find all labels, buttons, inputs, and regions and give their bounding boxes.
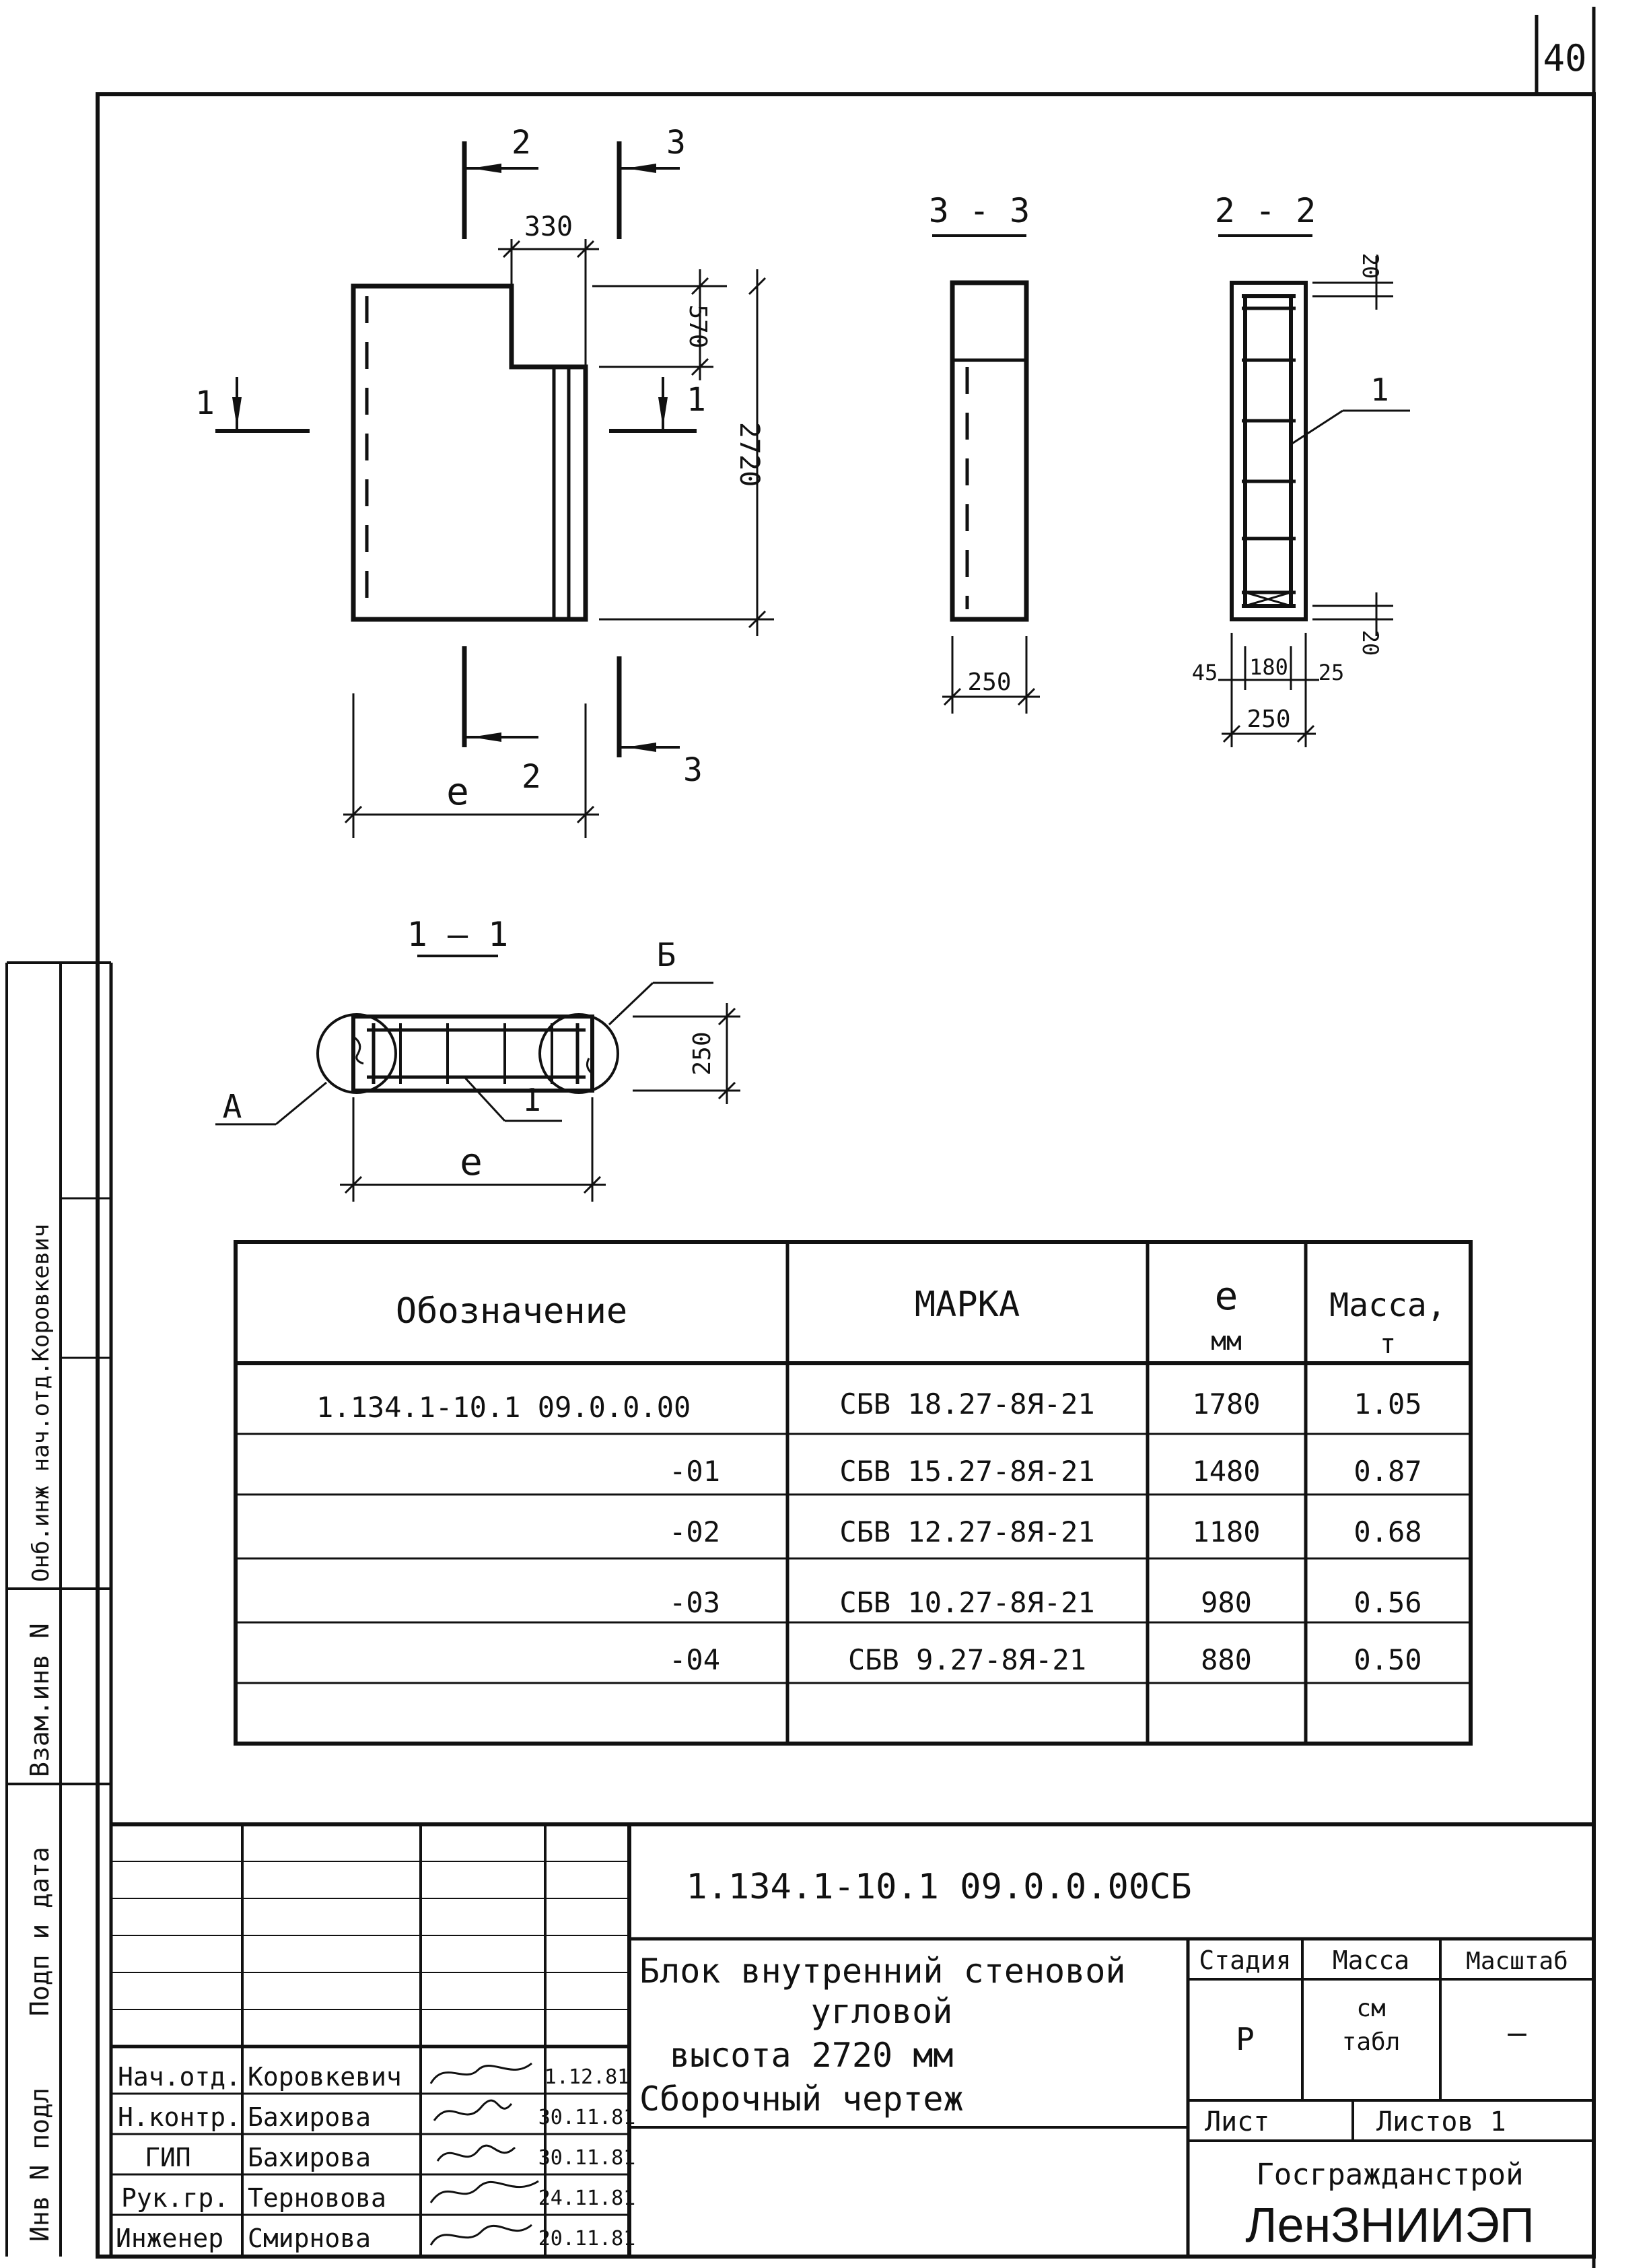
section-3-3	[929, 191, 1040, 714]
section-1-1	[215, 915, 740, 1202]
side-stamp-inv-n: Инв N подл	[25, 2088, 55, 2242]
section-2-2-d-right: 25	[1318, 660, 1345, 685]
section-2-2-width: 250	[1246, 706, 1291, 733]
row-mass: 0.50	[1354, 1643, 1422, 1676]
side-stamp-signature-date: Подп и дата	[25, 1847, 55, 2016]
date: 30.11.81	[538, 2106, 636, 2129]
row-ell: 880	[1201, 1643, 1252, 1676]
row-mark: СБВ 10.27-8Я-21	[839, 1586, 1095, 1619]
section-2-2-title: 2 - 2	[1214, 191, 1316, 230]
section-1-1-title: 1 — 1	[407, 915, 509, 954]
row-mass: 1.05	[1354, 1387, 1422, 1420]
row-mark: СБВ 9.27-8Я-21	[847, 1643, 1087, 1676]
signature-row	[116, 2224, 635, 2253]
cut-3-label-bottom: 3	[683, 751, 703, 789]
section-1-1-leader: 1	[522, 1082, 541, 1118]
name: Терновова	[248, 2183, 386, 2213]
mass-label: Масса	[1332, 1946, 1410, 1975]
spec-header-mark: МАРКА	[914, 1284, 1020, 1325]
role: Нач.отд.	[118, 2062, 242, 2092]
signature-row	[121, 2181, 635, 2213]
row-designation: -03	[669, 1586, 720, 1619]
signature	[434, 2100, 512, 2121]
scale-label: Масштаб	[1466, 1948, 1568, 1975]
doc-code: 1.134.1-10.1 09.0.0.00СБ	[686, 1867, 1192, 1907]
cut-1-label-right: 1	[687, 381, 706, 419]
role: Рук.гр.	[121, 2183, 230, 2213]
row-mass: 0.56	[1354, 1586, 1422, 1619]
name: Бахирова	[248, 2102, 372, 2132]
side-stamp	[7, 963, 111, 2257]
date: 20.11.81	[538, 2227, 636, 2250]
row-mass: 0.87	[1354, 1455, 1422, 1488]
table-row	[669, 1586, 1421, 1619]
section-2-2	[1192, 191, 1410, 747]
section-1-1-thickness: 250	[689, 1031, 716, 1076]
table-row	[669, 1643, 1421, 1676]
name: Бахирова	[248, 2143, 372, 2172]
section-2-2-d-mid: 180	[1249, 654, 1288, 680]
cut-2-label-top: 2	[512, 124, 531, 162]
dim-ell-plan: e	[460, 1140, 483, 1184]
elevation-view	[195, 124, 774, 838]
row-mass: 0.68	[1354, 1515, 1422, 1548]
title-line-2: угловой	[810, 1992, 953, 2031]
signature-row	[118, 2062, 629, 2092]
cut-3-label-top: 3	[666, 124, 686, 162]
name: Смирнова	[248, 2224, 372, 2253]
date: 30.11.81	[538, 2146, 636, 2170]
spec-header-designation: Обозначение	[395, 1291, 628, 1332]
dim-height: 2720	[734, 421, 765, 487]
title-line-4: Сборочный чертеж	[639, 2080, 964, 2119]
row-designation: -01	[669, 1455, 720, 1488]
signature	[437, 2145, 515, 2161]
table-row	[669, 1515, 1421, 1548]
row-ell: 1780	[1192, 1387, 1261, 1420]
callout-a: А	[222, 1088, 242, 1126]
signature-row	[118, 2100, 635, 2132]
row-mark: СБВ 12.27-8Я-21	[839, 1515, 1095, 1548]
title-block	[111, 1824, 1594, 2257]
spec-header-mass-unit: т	[1379, 1329, 1397, 1360]
row-mark: СБВ 15.27-8Я-21	[839, 1455, 1095, 1488]
section-3-3-title: 3 - 3	[928, 191, 1030, 230]
side-stamp-replace-inv: Взам.инв N	[25, 1623, 55, 1777]
side-stamp-dept: Онб.инж нач.отд.Коровкевич	[28, 1223, 55, 1582]
sheets-label: Листов 1	[1376, 2106, 1506, 2137]
row-ell: 1180	[1192, 1515, 1261, 1548]
role: Инженер	[116, 2224, 224, 2253]
stage-value: Р	[1236, 2021, 1255, 2057]
row-designation: -02	[669, 1515, 720, 1548]
stage-label: Стадия	[1199, 1946, 1292, 1975]
role: ГИП	[145, 2143, 191, 2172]
cut-1-label-left: 1	[195, 384, 215, 422]
dim-ell-elevation: e	[446, 770, 469, 814]
table-row	[669, 1455, 1421, 1488]
scale-value: —	[1508, 2014, 1526, 2051]
date: 1.12.81	[544, 2065, 630, 2089]
row-ell: 1480	[1192, 1455, 1261, 1488]
date: 24.11.81	[538, 2187, 636, 2210]
section-2-2-bottom-cover: 20	[1358, 629, 1383, 656]
sheet-number: 40	[1543, 37, 1587, 79]
callout-b: Б	[656, 936, 676, 974]
section-3-3-width: 250	[967, 668, 1012, 696]
mass-value-1: см	[1356, 1995, 1386, 2022]
sheet-label: Лист	[1205, 2106, 1270, 2137]
row-ell: 980	[1201, 1586, 1252, 1619]
spec-header-mass: Масса,	[1329, 1286, 1446, 1324]
spec-table	[236, 1242, 1471, 1744]
dim-top-step: 330	[524, 211, 573, 242]
sheet-frame	[98, 7, 1594, 2268]
row-mark: СБВ 18.27-8Я-21	[839, 1387, 1095, 1420]
signature-row	[145, 2143, 635, 2172]
signature	[431, 2063, 532, 2084]
title-line-3: высота 2720 мм	[670, 2036, 954, 2075]
name: Коровкевич	[248, 2062, 402, 2092]
table-row	[316, 1387, 1422, 1424]
dim-step-height: 570	[684, 304, 711, 349]
section-2-2-leader: 1	[1370, 372, 1389, 408]
section-2-2-top-cover: 20	[1358, 252, 1383, 279]
section-2-2-d-left: 45	[1191, 660, 1218, 685]
signature	[431, 2181, 538, 2203]
spec-header-ell: e	[1214, 1273, 1238, 1319]
row-designation: -04	[669, 1643, 720, 1676]
signature	[431, 2225, 532, 2245]
role: Н.контр.	[118, 2102, 242, 2132]
title-line-1: Блок внутренний стеновой	[639, 1952, 1126, 1991]
organization-1: Госгражданстрой	[1256, 2158, 1524, 2192]
row-designation: 1.134.1-10.1 09.0.0.00	[316, 1391, 691, 1424]
spec-header-ell-unit: мм	[1211, 1326, 1242, 1356]
organization-2: ЛенЗНИИЭП	[1245, 2199, 1535, 2253]
mass-value-2: табл	[1341, 2028, 1401, 2056]
cut-2-label-bottom: 2	[522, 758, 541, 796]
